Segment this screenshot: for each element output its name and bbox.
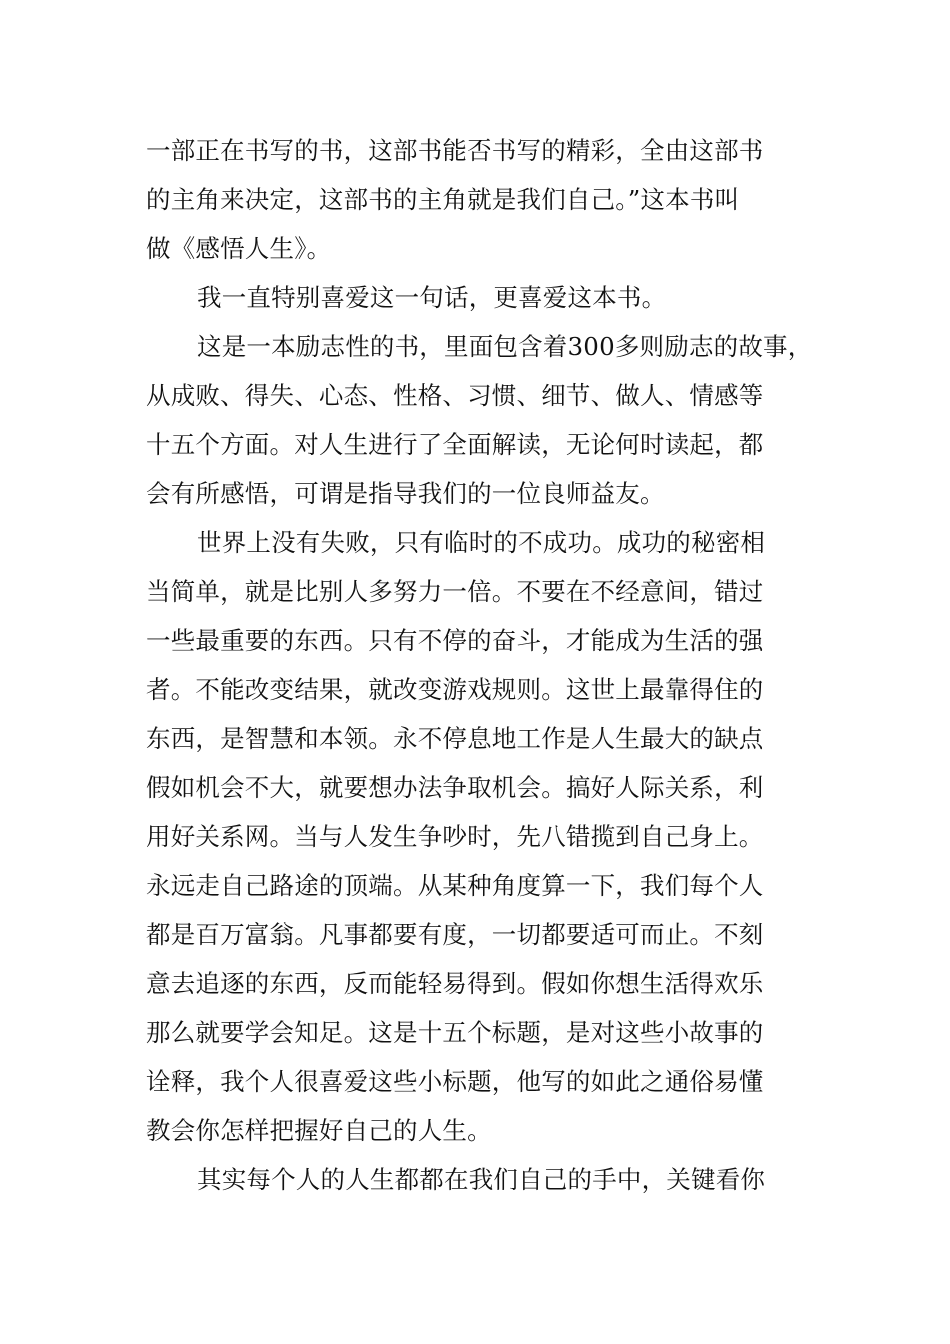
paragraph-4-line-3: 一些最重要的东西。只有不停的奋斗，才能成为生活的强 — [146, 626, 764, 655]
paragraph-4-line-10: 意去追逐的东西，反而能轻易得到。假如你想生活得欢乐 — [146, 969, 764, 998]
paragraph-4-line-1: 世界上没有失败，只有临时的不成功。成功的秘密相 — [197, 528, 766, 557]
paragraph-3-line-3: 十五个方面。对人生进行了全面解读，无论何时读起，都 — [146, 430, 764, 459]
paragraph-4-line-13: 教会你怎样把握好自己的人生。 — [146, 1116, 492, 1145]
paragraph-4-line-4: 者。不能改变结果，就改变游戏规则。这世上最靠得住的 — [146, 675, 764, 704]
paragraph-3-line-2: 从成败、得失、心态、性格、习惯、细节、做人、情感等 — [146, 381, 764, 410]
paragraph-4-line-9: 都是百万富翁。凡事都要有度，一切都要适可而止。不刻 — [146, 920, 764, 949]
paragraph-4-line-7: 用好关系网。当与人发生争吵时，先八错揽到自己身上。 — [146, 822, 764, 851]
paragraph-1-line-2: 的主角来决定，这部书的主角就是我们自己。”这本书叫 — [146, 185, 740, 214]
paragraph-3-line-1: 这是一本励志性的书，里面包含着300多则励志的故事， — [197, 332, 813, 361]
paragraph-5-line-1: 其实每个人的人生都都在我们自己的手中，关键看你 — [197, 1165, 766, 1194]
paragraph-4-line-8: 永远走自己路途的顶端。从某种角度算一下，我们每个人 — [146, 871, 764, 900]
paragraph-4-line-5: 东西，是智慧和本领。永不停息地工作是人生最大的缺点 — [146, 724, 764, 753]
paragraph-4-line-2: 当简单，就是比别人多努力一倍。不要在不经意间，错过 — [146, 577, 764, 606]
document-body — [146, 126, 826, 1204]
paragraph-4-line-6: 假如机会不大，就要想办法争取机会。搞好人际关系，利 — [146, 773, 764, 802]
paragraph-4-line-11: 那么就要学会知足。这是十五个标题，是对这些小故事的 — [146, 1018, 764, 1047]
paragraph-1-line-3: 做《感悟人生》。 — [146, 234, 332, 263]
paragraph-4-line-12: 诠释，我个人很喜爱这些小标题，他写的如此之通俗易懂 — [146, 1067, 764, 1096]
paragraph-3-line-4: 会有所感悟，可谓是指导我们的一位良师益友。 — [146, 479, 665, 508]
paragraph-2-line-1: 我一直特别喜爱这一句话，更喜爱这本书。 — [197, 283, 667, 312]
paragraph-1-line-1: 一部正在书写的书，这部书能否书写的精彩，全由这部书 — [146, 136, 764, 165]
